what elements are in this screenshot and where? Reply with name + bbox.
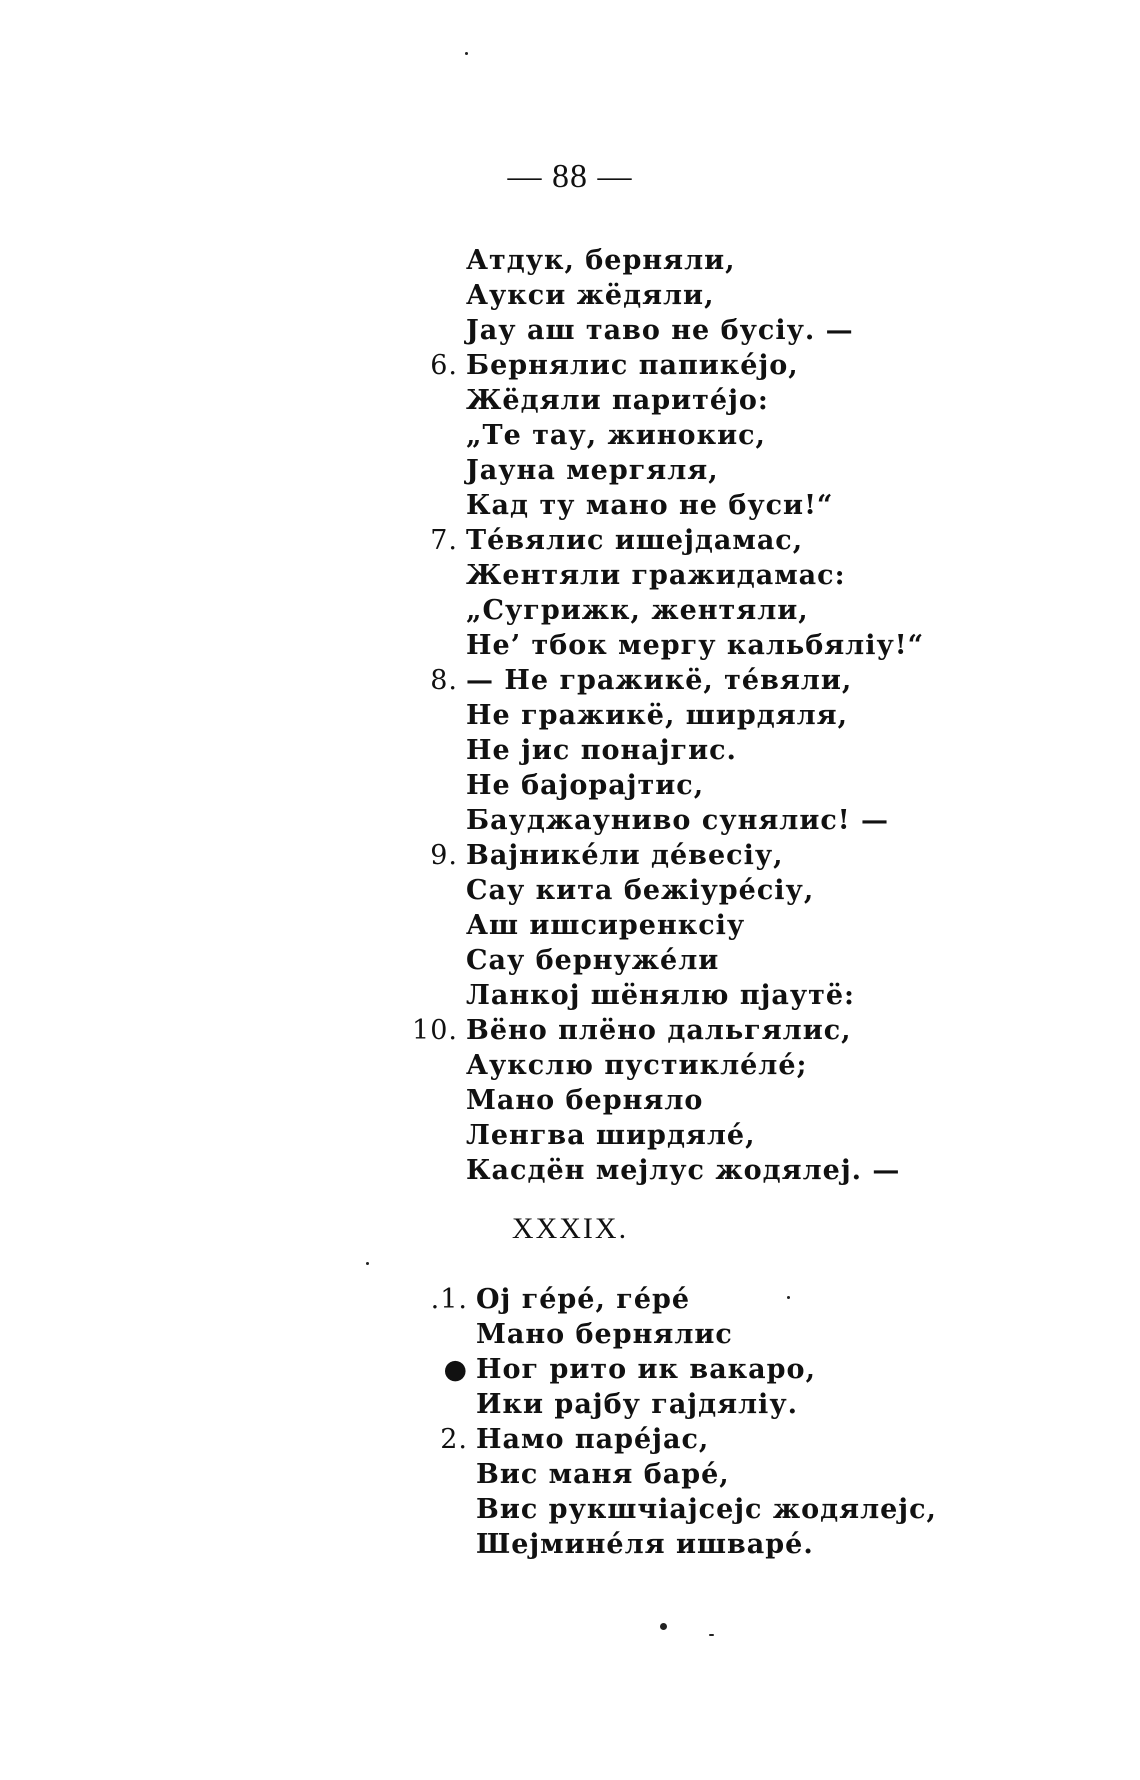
poem-line [476, 1492, 937, 1527]
poem-line [466, 978, 924, 1013]
poem-line [476, 1457, 937, 1492]
poem-line [440, 1422, 937, 1457]
poem-line-text: Ног рито ик вакаро, [476, 1354, 816, 1385]
poem-line [466, 1118, 924, 1153]
poem-stanzas-continued [412, 243, 925, 1188]
poem-line-text: Кад ту мано не буси!“ [466, 490, 834, 521]
stanza-number: .1. [430, 1284, 468, 1315]
poem-line-text: Не бајорајтис, [466, 770, 705, 801]
poem-line-text: Мано бернялис [476, 1319, 733, 1350]
poem-line [466, 1153, 924, 1188]
poem-line-text: Намо парéјас, [476, 1424, 710, 1455]
poem-line [430, 663, 924, 698]
poem-line [476, 1527, 937, 1562]
stanza-number: 10. [412, 1015, 458, 1046]
poem-line-text: Не гражикё, ширдяля, [466, 700, 849, 731]
poem-xxxix [430, 1282, 937, 1562]
poem-line [466, 1083, 924, 1118]
poem-line [430, 838, 924, 873]
poem-line [466, 243, 924, 278]
poem-line-text: Јауна мергяля, [466, 455, 719, 486]
poem-line [466, 768, 924, 803]
poem-line [466, 418, 924, 453]
poem-line [476, 1317, 937, 1352]
stanza-number: 7. [430, 525, 458, 556]
print-speck [787, 1296, 790, 1299]
print-speck [660, 1623, 667, 1630]
poem-line [466, 803, 924, 838]
poem-line [476, 1387, 937, 1422]
print-speck [366, 1262, 369, 1265]
poem-line [430, 1282, 937, 1317]
poem-line [412, 1013, 924, 1048]
poem-line-text: Атдук, берняли, [466, 245, 736, 276]
poem-line-text: Сау кита бежiурéсiу, [466, 875, 815, 906]
page-number: — 88 — [507, 158, 633, 195]
poem-line-text: Мано берняло [466, 1085, 704, 1116]
poem-line [466, 383, 924, 418]
poem-line [466, 593, 924, 628]
poem-line [466, 453, 924, 488]
poem-line [430, 523, 924, 558]
poem-line [466, 488, 924, 523]
poem-line-text: Вёно плёно дальгялис, [466, 1015, 852, 1046]
poem-line-text: Јау аш таво не бусіу. — [466, 315, 854, 346]
section-heading: XXXIX. [511, 1212, 629, 1245]
poem-line-text: Бауджауниво сунялис! — [466, 805, 890, 836]
poem-line [466, 908, 924, 943]
poem-line-text: Жентяли гражидамас: [466, 560, 846, 591]
poem-line-text: Тéвялис ишејдамас, [466, 525, 804, 556]
poem-line-text: „Те тау, жинокис, [466, 420, 766, 451]
poem-line-text: „Сугрижк, жентяли, [466, 595, 809, 626]
poem-line-text: Аш ишсиренксiу [466, 910, 746, 941]
poem-line-text: Касдён мејлус жодялеј. — [466, 1155, 901, 1186]
poem-line-text: Вис маня барé, [476, 1459, 730, 1490]
stanza-number: 6. [430, 350, 458, 381]
poem-line [466, 313, 924, 348]
poem-line-text: Ленгва ширдялé, [466, 1120, 756, 1151]
poem-line-text: Не јис понајгис. [466, 735, 737, 766]
poem-line-text: Жёдяли паритéјо: [466, 385, 769, 416]
poem-line-text: Вис рукшчiајсејс жодялејс, [476, 1494, 937, 1525]
poem-line-text: Не’ тбок мергу кальбялiу!“ [466, 630, 925, 661]
stanza-bullet: ● [443, 1354, 468, 1385]
poem-line-text: Шејминéля ишварé. [476, 1529, 814, 1560]
poem-line-text: Ој гéрé, гéрé [476, 1284, 691, 1315]
poem-line [430, 348, 924, 383]
poem-line [466, 943, 924, 978]
poem-line [466, 698, 924, 733]
stanza-number: 8. [430, 665, 458, 696]
poem-line [466, 628, 924, 663]
poem-line-text: Ики рајбу гајдялiу. [476, 1389, 798, 1420]
poem-line-text: Аукси жёдяли, [466, 280, 715, 311]
poem-line-text: — Не гражикё, тéвяли, [466, 665, 853, 696]
poem-line-text: Аукслю пустиклéлé; [466, 1050, 808, 1081]
print-speck [709, 1634, 714, 1636]
poem-line [466, 733, 924, 768]
poem-line [443, 1352, 937, 1387]
poem-line [466, 1048, 924, 1083]
poem-line-text: Ланкој шёнялю пјаутё: [466, 980, 856, 1011]
poem-line [466, 278, 924, 313]
stanza-number: 9. [430, 840, 458, 871]
stanza-number: 2. [440, 1424, 468, 1455]
poem-line [466, 558, 924, 593]
poem-line-text: Вајникéли дéвесiу, [466, 840, 784, 871]
poem-line-text: Бернялис папикéјо, [466, 350, 799, 381]
print-speck [465, 52, 468, 55]
poem-line-text: Сау бернужéли [466, 945, 720, 976]
poem-line [466, 873, 924, 908]
